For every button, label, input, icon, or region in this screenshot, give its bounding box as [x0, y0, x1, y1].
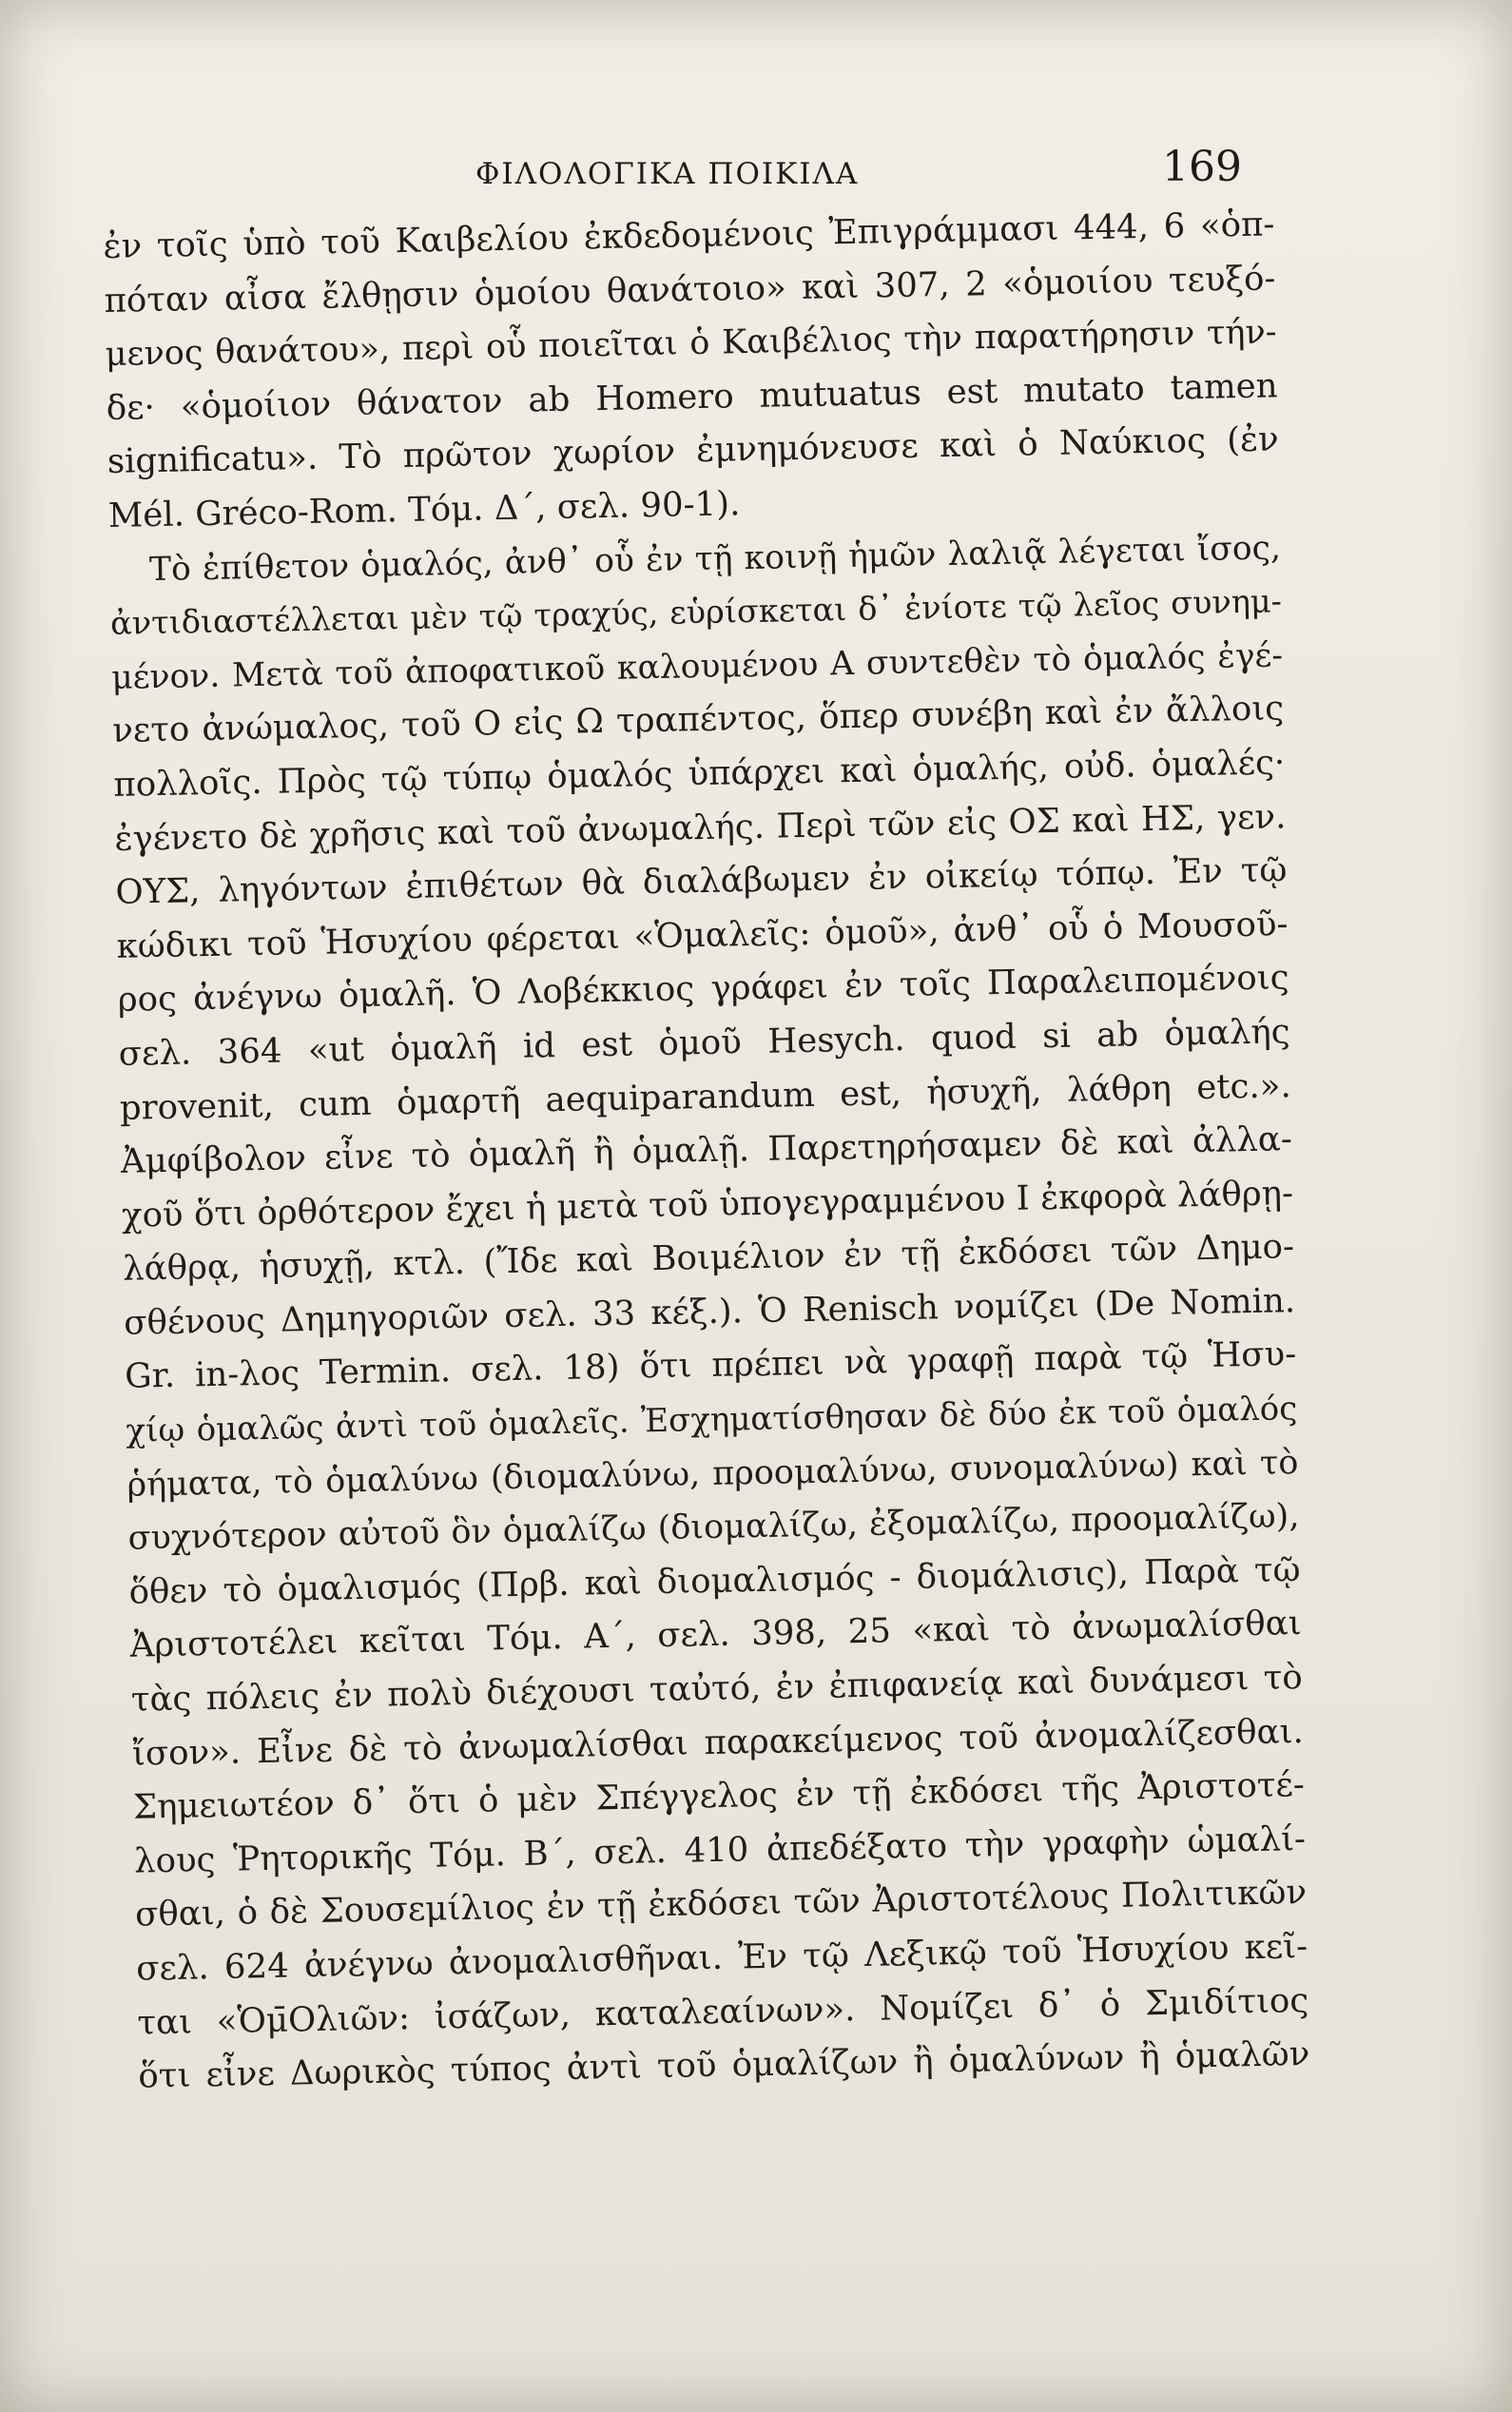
text-line: ΟΥΣ, ληγόντων ἐπιθέτων θὰ διαλάβωμεν ἐν οἰκείῳ τόπῳ. Ἐν τῷ: [115, 850, 1288, 912]
text-line: χοῦ ὅτι ὀρθότερον ἔχει ἡ μετὰ τοῦ ὑπογεγραμμένου Ι ἐκφορὰ λάθρῃ-: [121, 1173, 1294, 1235]
text-line: ται «Ὁμ̄Ολιῶν: ἰσάζων, καταλεαίνων». Νομίζει δ᾽ ὁ Σμιδίτιος: [136, 1980, 1309, 2043]
text-line: ὅθεν τὸ ὁμαλισμός (Πρβ. καὶ διομαλισμός - διομάλισις), Παρὰ τῷ: [128, 1549, 1301, 1612]
text-line: σελ. 624 ἀνέγνω ἀνομαλισθῆναι. Ἐν τῷ Λεξικῷ τοῦ Ἡσυχίου κεῖ-: [135, 1927, 1308, 1989]
text-line: πολλοῖς. Πρὸς τῷ τύπῳ ὁμαλός ὑπάρχει καὶ ὁμαλής, οὐδ. ὁμαλές·: [112, 743, 1286, 805]
text-line: provenit, cum ὁμαρτῆ aequiparandum est, ἡσυχῆ, λάθρη etc.».: [119, 1065, 1292, 1128]
text-line: δε· «ὁμοίιον θάνατον ab Homero mutuatus est mutato tamen: [106, 366, 1278, 428]
text-line: ἴσον». Εἶνε δὲ τὸ ἀνωμαλίσθαι παρακείμενος τοῦ ἀνομαλίζεσθαι.: [131, 1711, 1305, 1774]
text-line: Gr. in-λος Termin. σελ. 18) ὅτι πρέπει νὰ γραφῇ παρὰ τῷ Ἡσυ-: [124, 1334, 1297, 1397]
text-line: ρος ἀνέγνω ὁμαλῆ. Ὁ Λοβέκκιος γράφει ἐν τοῖς Παραλειπομένοις: [117, 958, 1289, 1021]
text-line: ἀντιδιαστέλλεται μὲν τῷ τραχύς, εὑρίσκεται δ᾽ ἐνίοτε τῷ λεῖος συνημ-: [109, 582, 1283, 643]
text-line: Ἀριστοτέλει κεῖται Τόμ. Α΄, σελ. 398, 25 «καὶ τὸ ἀνωμαλίσθαι: [129, 1604, 1302, 1666]
text-line: ὅτι εἶνε Δωρικὸς τύπος ἀντὶ τοῦ ὁμαλίζων ἢ ὁμαλύνων ἢ ὁμαλῶν: [138, 2034, 1310, 2096]
text-line: νετο ἀνώμαλος, τοῦ Ο εἰς Ω τραπέντος, ὅπερ συνέβη καὶ ἐν ἄλλοις: [111, 689, 1285, 751]
text-line: συχνότερον αὐτοῦ ὃν ὁμαλίζω (διομαλίζω, ἐξομαλίζω, προομαλίζω),: [127, 1497, 1300, 1558]
text-line: ἐγένετο δὲ χρῆσις καὶ τοῦ ἀνωμαλής. Περὶ τῶν εἰς ΟΣ καὶ ΗΣ, γεν.: [114, 796, 1287, 859]
text-line: ἐν τοῖς ὑπὸ τοῦ Καιβελίου ἐκδεδομένοις Ἐπιγράμμασι 444, 6 «ὁπ-: [103, 204, 1275, 266]
text-line: σθένους Δημηγοριῶν σελ. 33 κέξ.). Ὁ Renisch νομίζει (De Nomin.: [123, 1281, 1296, 1343]
text-line: Mél. Gréco-Rom. Τόμ. Δ΄, σελ. 90-1).: [107, 484, 741, 535]
text-line: significatu». Τὸ πρῶτον χωρίον ἐμνημόνευσε καὶ ὁ Ναύκιος (ἐν: [107, 419, 1280, 482]
body-text: [103, 198, 1310, 2104]
text-line: Ἀμφίβολον εἶνε τὸ ὁμαλῆ ἢ ὁμαλῇ. Παρετηρήσαμεν δὲ καὶ ἀλλα-: [120, 1119, 1293, 1181]
text-line: κώδικι τοῦ Ἡσυχίου φέρεται «Ὁμαλεῖς: ὁμοῦ», ἀνθ᾽ οὗ ὁ Μουσοῦ-: [116, 904, 1289, 966]
text-line: πόταν αἶσα ἔλθῃσιν ὁμοίου θανάτοιο» καὶ 307, 2 «ὁμοιίου τευξό-: [104, 258, 1276, 321]
page-number: 169: [1162, 143, 1242, 191]
text-line: σελ. 364 «ut ὁμαλῆ id est ὁμοῦ Hesych. quod si ab ὁμαλής: [118, 1012, 1290, 1074]
text-line: σθαι, ὁ δὲ Σουσεμίλιος ἐν τῇ ἐκδόσει τῶν Ἀριστοτέλους Πολιτικῶν: [134, 1873, 1308, 1935]
text-line: μενος θανάτου», περὶ οὗ ποιεῖται ὁ Καιβέλιος τὴν παρατήρησιν τήν-: [105, 313, 1277, 375]
text-line: λάθρᾳ, ἡσυχῇ, κτλ. (Ἴδε καὶ Βοιμέλιον ἐν τῇ ἐκδόσει τῶν Δημο-: [122, 1227, 1295, 1290]
text-line: λους Ῥητορικῆς Τόμ. Β΄, σελ. 410 ἀπεδέξατο τὴν γραφὴν ὡμαλί-: [133, 1819, 1307, 1881]
text-line: χίῳ ὁμαλῶς ἀντὶ τοῦ ὁμαλεῖς. Ἐσχηματίσθησαν δὲ δύο ἐκ τοῦ ὁμαλός: [126, 1390, 1298, 1450]
text-line: τὰς πόλεις ἐν πολὺ διέχουσι ταὐτό, ἐν ἐπιφανείᾳ καὶ δυνάμεσι τὸ: [130, 1658, 1304, 1720]
text-line: ῥήματα, τὸ ὁμαλύνω (διομαλύνω, προομαλύνω, συνομαλύνω) καὶ τὸ: [126, 1443, 1299, 1505]
running-title: ΦΙΛΟΛΟΓΙΚΑ ΠΟΙΚΙΛΑ: [475, 157, 860, 191]
text-line: μένον. Μετὰ τοῦ ἀποφατικοῦ καλουμένου Α συντεθὲν τὸ ὁμαλός ἐγέ-: [110, 636, 1284, 697]
text-line: Σημειωτέον δ᾽ ὅτι ὁ μὲν Σπέγγελος ἐν τῇ ἐκδόσει τῆς Ἀριστοτέ-: [132, 1765, 1306, 1827]
text-line: Τὸ ἐπίθετον ὁμαλός, ἀνθ᾽ οὗ ἐν τῇ κοινῇ ἡμῶν λαλιᾷ λέγεται ἴσος,: [148, 528, 1282, 589]
